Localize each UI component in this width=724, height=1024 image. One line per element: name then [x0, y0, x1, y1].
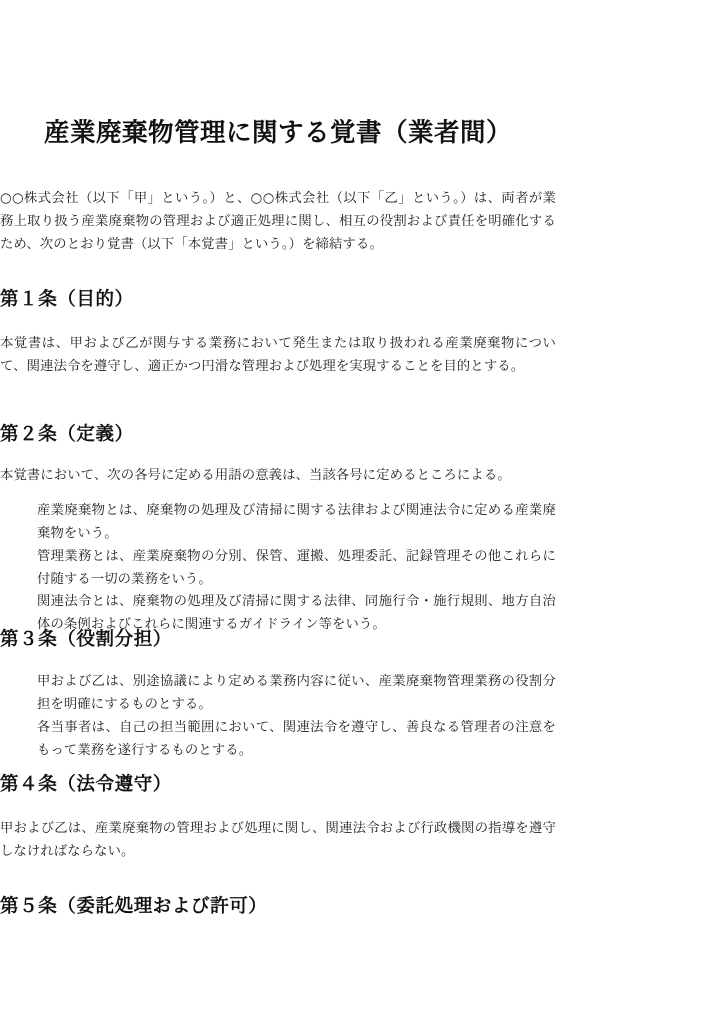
preamble-paragraph: ○○株式会社（以下「甲」という。）と、○○株式会社（以下「乙」という。）は、両者が業務上取り扱う産業廃棄物の管理および適正処理に関し、相互の役割および責任を明確化するため、次のとおり覚書（以下「本覚書」という。）を締結する。: [0, 191, 556, 252]
article-1-body: 本覚書は、甲および乙が関与する業務において発生または取り扱われる産業廃棄物について、関連法令を遵守し、適正かつ円滑な管理および処理を実現することを目的とする。: [0, 336, 556, 374]
article-3-item-list: [0, 671, 556, 762]
article-5-heading: 第５条（委託処理および許可）: [0, 896, 268, 917]
document-title: 産業廃棄物管理に関する覚書（業者間）: [43, 118, 512, 148]
article-1-block: [0, 288, 556, 312]
article-3-block: [0, 628, 556, 652]
list-item: 甲および乙は、別途協議により定める業務内容に従い、産業廃棄物管理業務の役割分担を明確にするものとする。: [37, 674, 556, 712]
article-2-body-block: [0, 465, 556, 488]
article-2-items-block: [0, 500, 556, 637]
article-1-body-block: [0, 333, 556, 379]
article-4-heading: 第４条（法令遵守）: [0, 774, 172, 795]
article-2-block: [0, 423, 556, 447]
article-5-block: [0, 895, 556, 919]
list-item: 管理業務とは、産業廃棄物の分別、保管、運搬、処理委託、記録管理その他これらに付随する一切の業務をいう。: [37, 548, 556, 587]
article-2-definition-list: [0, 500, 556, 637]
article-2-body: 本覚書において、次の各号に定める用語の意義は、当該各号に定めるところによる。: [0, 468, 511, 483]
article-1-heading: 第１条（目的）: [0, 289, 134, 310]
list-item: 各当事者は、自己の担当範囲において、関連法令を遵守し、善良なる管理者の注意をもって業務を遂行するものとする。: [37, 719, 556, 758]
article-3-heading: 第３条（役割分担）: [0, 629, 172, 650]
article-4-block: [0, 773, 556, 797]
list-item: 産業廃棄物とは、廃棄物の処理及び清掃に関する法律および関連法令に定める産業廃棄物をいう。: [37, 503, 556, 541]
preamble-block: [0, 188, 556, 257]
article-4-body-block: [0, 818, 556, 864]
article-4-body: 甲および乙は、産業廃棄物の管理および処理に関し、関連法令および行政機関の指導を遵守しなければならない。: [0, 821, 556, 859]
article-3-items-block: [0, 671, 556, 762]
article-2-heading: 第２条（定義）: [0, 424, 134, 445]
list-item: 関連法令とは、廃棄物の処理及び清掃に関する法律、同施行令・施行規則、地方自治体の条例およびこれらに関連するガイドライン等をいう。: [37, 594, 556, 633]
